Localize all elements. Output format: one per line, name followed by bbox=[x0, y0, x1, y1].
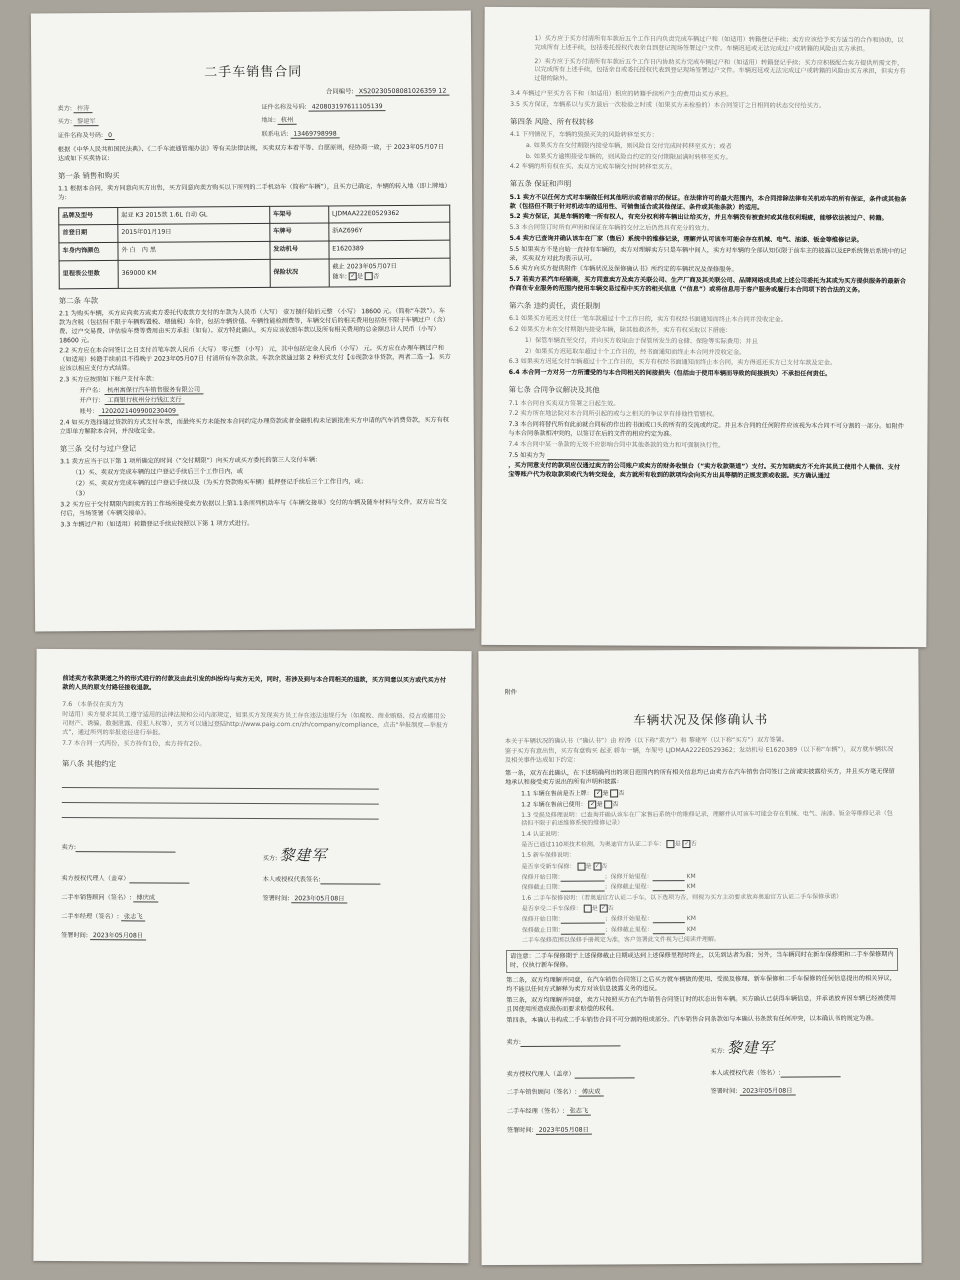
manager-name: 张志飞 bbox=[121, 913, 146, 921]
buyer-signature: 黎建军 bbox=[726, 1038, 775, 1058]
sales-advisor-name: 傅庆成 bbox=[133, 895, 158, 903]
bank-line: 开户行： 工商银行杭州分行钱江支行 bbox=[80, 395, 452, 406]
section-6-heading: 第六条 违约责任，责任限制 bbox=[509, 300, 601, 311]
contract-number: 合同编号: XS20230508081026359 12 bbox=[57, 87, 449, 99]
section-4-heading: 第四条 风险、所有权转移 bbox=[510, 116, 594, 126]
buyer-address: 杭州 bbox=[278, 117, 296, 125]
checkbox-checked bbox=[593, 862, 601, 870]
party-row-3: 证件名称及号码: 0 联系电话: 13469798998 bbox=[58, 130, 450, 142]
section-2-heading: 第二条 车款 bbox=[58, 295, 99, 305]
first-registration-date: 2015年01月19日 bbox=[118, 224, 270, 243]
checkbox-checked bbox=[600, 905, 608, 913]
warranty-note: 请注意：二手车保修期于上述保修截止日期或达到上述保修里程时终止，以先到达者为准；另外，当车辆同时在新车保修期和二手车保修期内时，仅执行新车保修。 bbox=[506, 948, 898, 974]
contract-page-3: 前述卖方收款渠道之外的形式进行的付款及由此引发的纠纷均与卖方无关，同时，若涉及到与本合同相关的退款，买方同意以买方或代买方付款的人员的原支付路径接收退款。 7.6 （本条仅在卖方为 时适用）卖方要求其员工遵守适用的法律法规和公司内部规定，如果买方发现卖方员工存在违法违规行为（如腐败、商业贿赂、侵占或挪用公司财产、诱骗、数据泄露、侵犯人权等），买方可以通过登陆http://www.paig.com.cn/zh/company/compliance，点击“举报制度—举报方式”，通过所列的举报途径进行举报。 7.7 本合同一式两份，买方持有1份，卖方持有2份。 第八条 其他约定 卖方: 买方: 黎建军 卖方授权代理人（盖章） 本人或授权代表签名: 二手车销售顾问（签名）: 傅庆成 签署时间: 2023年05月08日 二手车经理（签名）: 张志飞 签署时间: 2023年05月08日 bbox=[33, 649, 471, 1263]
signature-block: 卖方: 买方: 黎建军 卖方授权代理人（盖章） 本人或授权代表签名: 二手车销售顾问（签名）: 傅庆成 签署时间: 2023年05月08日 二手车经理（签名）: 张志飞 签署时间: 2023年05月08日 bbox=[61, 844, 448, 943]
buyer-phone: 13469798998 bbox=[290, 131, 339, 139]
party-row-1: 卖方: 梓涛 证件名称及号码: 420803197611105139 bbox=[57, 102, 449, 114]
vehicle-colors: 外 白 内 黑 bbox=[118, 242, 270, 261]
manager-name: 张志飞 bbox=[567, 1108, 592, 1116]
contract-page-1: 二手车销售合同 合同编号: XS20230508081026359 12 卖方: 梓涛 证件名称及号码: 420803197611105139 买方: 黎建军 地址: 杭州 证件名称及号码: 0 联系电话: 13469798998 根据《中华人民共和国民法典》、《二手车流通管理办法》等有关法律法规，买卖双方本着平等、自愿原则，经协商一致，于 2023年05月07日 达成如下买卖协议: 第一条 销售和购买 1.1 根据本合同，卖方同意向买方出售，买方同意向卖方购买以下所列的二手机动车（简称“车辆”），且买方已确定，车辆的转入地（即上牌地）为： 品牌及型号 起亚 K3 2015款 1.6L 自动 GL 车架号 LJDMAA222E0529362 首登日期 2015年01月19日 车牌号 浙AZ696Y 车身内饰颜色 外 白 内 黑 发动机号 E1620389 里程表公里数 369000 KM 保险状况 截止 2023年05月07日 随车: ✓是 否 第二条 车款 2.1 为购买车辆，买方应向卖方或卖方委托代收款方支付的车款为人民币（大写） 壹万捌仟陆佰元整 （小写） 18600 元。（简称“车款”）。车款为含税（包括但不限于车辆购置税、增值税）车价，包括车辆价值、车辆性能检测费等，车辆交付后的相关费用包括但不限于车辆过户（含）费、过户交易费、评估验车费等费用由买方承担（如有）。双方特此确认，买方应该依照车款以及所有相关费用的总金额总计人民币（小写） 18600 元。 2.2 买方应在本合同签订之日支付首笔车款人民币（大写） 零元整 （小写） 元，其中包括定金人民币（小写） 元。买方应在办理车辆过户和（如适用）转籍手续前且不得晚于 2023年05月07日 付清所有车款余款。车款余款通过第 2 种形式支付【①现款②非贷款，两者二选一】。买方应该以相应支付方式结算。 2.3 买方应按照如下账户支付车款： 开户名： 杭州寓保行汽车销售服务有限公司 开户行： 工商银行杭州分行钱江支行 账号： 1202021409900230409 2.4 如买方选择通过贷款的方式支付车款，而最终买方未能按本合同约定办理贷款或者金融机构未足额批准买方申请的汽车消费贷款，买方有权立即单方解除本合同，并没收定金。 第三条 交付与过户登记 3.1 卖方应当于以下第 1 项所确定的时间（“交付期限”）向买方或买方委托的第三人交付车辆： （1）买、卖双方完成车辆的过户登记手续后三个工作日内，或 （2）买、卖双方完成车辆的过户登记手续以及（为买方贷款购买车辆）抵押登记手续后三个工作日内，或； （3） 3.2 买方应于交付期限内到卖方的工作场所接受卖方依据以上第1.1条所列机动车与《车辆交接单》交付的车辆及随车材料与文件，双方应当交付后，当场签署《车辆交接单》。 3.3 车辆过户和（如适用）转籍登记手续应按照以下第 1 项方式进行。 bbox=[31, 10, 475, 631]
contract-intro: 根据《中华人民共和国民法典》、《二手车流通管理办法》等有关法律法规，买卖双方本着平等、自愿原则，经协商一致，于 2023年05月07日 达成如下买卖协议: bbox=[57, 143, 444, 163]
sales-advisor-name: 傅庆成 bbox=[579, 1089, 604, 1097]
insurance-status: 截止 2023年05月07日 随车: ✓是 否 bbox=[329, 258, 450, 286]
buyer-signature: 黎建军 bbox=[279, 846, 328, 865]
signature-block: 卖方: 买方: 黎建军 卖方授权代理人（盖章） 本人或授权代表（签名）: 二手车销售顾问（签名）: 傅庆成 签署时间: 2023年05月08日 二手车经理（签名）: 张志飞 签署时间: 2023年05月08日 bbox=[506, 1037, 898, 1136]
section-1-heading: 第一条 销售和购买 bbox=[57, 170, 120, 180]
seller-sign-date: 2023年05月08日 bbox=[536, 1127, 592, 1135]
buyer-sign-date: 2023年05月08日 bbox=[291, 895, 347, 903]
vehicle-condition-confirmation: 附件 车辆状况及保修确认书 本关于车辆状况的确认书（“确认书”）由 梓涛（以下称“卖方”）和 黎建军（以下称“买方”）双方签署。 鉴于买方有意出售，买方有意购买 起亚 轿车一辆，车架号 LJDMAA222E0529362；发动机号 E1620389（以下称“车辆”），双方就车辆状况及相关事件达成如下约定： 第一条，双方在此确认，在下述明确列出的项目范围内的所有相关信息均已由卖方在汽车销售合同签订之前诚实披露给买方，并且买方毫无保留地承认和接受卖方说出的所有声明和披露： 1.1 车辆在售前是否上牌： ✓ 是 否 1.2 车辆在售前已使用： ✓ 是 否 1.3 受损及修理说明：已查询并确认该车在厂家售后系统中的维修记录，理解并认可该车可能会存在机械、电气、油漆、钣金等维修记录（包括但不限于前述维修系统的维修记录） 1.4 认证说明： 是否已通过110项技术检测，为奥迪官方认证二手车： 是 ✓ 否 1.5 新车保修说明： 是否享受新车保修： 是 ✓ 否 保修开始日期： ；保修开始里程： KM 保修截止日期： ；保修截止里程： KM 1.6 二手车保修说明：（若奥迪官方认证二手车，以下选项为否，则视为买方主动要求放弃奥迪官方认证二手车保修承诺） 是否享受二手车保修： 是 ✓ 否 保修开始日期： ；保修开始里程： KM 保修截止日期： ；保修截止里程： KM 二手车保修范围以保修手册规定为准，客户签署此文件视为已阅读并理解。 请注意：二手车保修期于上述保修截止日期或达到上述保修里程时终止，以先到达者为准；另外，当车辆同时在新车保修期和二手车保修期内时，仅执行新车保修。 第二条，双方均理解并同意，在汽车销售合同签订之后买方就车辆做的使用、受损及修理、新车保修和二手车保修的任何信息提出的相关异议，均不能以任何方式解释为卖方对该信息披露义务的违反。 第三条，双方均理解并同意，卖方只按照买方在汽车销售合同签订时的状态出售车辆。买方确认已获得车辆信息，并承诺放弃因车辆已经被使用且因使用所造成损伤而要求赔偿的权利。 第四条，本确认书构成二手车销售合同不可分割的组成部分。汽车销售合同条款如与本确认书条款有任何冲突，以本确认书的规定为准。 卖方: 买方: 黎建军 卖方授权代理人（盖章） 本人或授权代表（签名）: 二手车销售顾问（签名）: 傅庆成 签署时间: 2023年05月08日 二手车经理（签名）: 张志飞 签署时间: 2023年05月08日 bbox=[478, 649, 921, 1265]
vehicle-info-table: 品牌及型号 起亚 K3 2015款 1.6L 自动 GL 车架号 LJDMAA222E0529362 首登日期 2015年01月19日 车牌号 浙AZ696Y 车身内饰颜色 外 白 内 黑 发动机号 E1620389 里程表公里数 369000 KM 保险状况 截止 2023年05月07日 随车: ✓是 否 bbox=[58, 204, 451, 289]
odometer-mileage: 369000 KM bbox=[118, 259, 270, 288]
party-row-2: 买方: 黎建军 地址: 杭州 bbox=[58, 116, 450, 128]
buyer-sign-date: 2023年05月08日 bbox=[739, 1088, 795, 1096]
engine-number: E1620389 bbox=[329, 240, 450, 259]
seller-id: 420803197611105139 bbox=[309, 103, 386, 112]
annex-label: 附件 bbox=[504, 688, 518, 697]
buyer-name: 黎建军 bbox=[74, 118, 99, 126]
vehicle-model: 起亚 K3 2015款 1.6L 自动 GL bbox=[118, 206, 270, 225]
seller-sign-date: 2023年05月08日 bbox=[90, 932, 146, 940]
section-5-heading: 第五条 保证和声明 bbox=[509, 179, 572, 189]
section-3-heading: 第三条 交付与过户登记 bbox=[59, 443, 137, 453]
account-no-line: 账号： 1202021409900230409 bbox=[80, 406, 452, 417]
checkbox-unchecked bbox=[584, 905, 592, 913]
plate-number: 浙AZ696Y bbox=[329, 223, 450, 242]
contract-title: 二手车销售合同 bbox=[204, 64, 303, 81]
seller-name: 梓涛 bbox=[74, 105, 92, 113]
checkbox-unchecked bbox=[577, 862, 585, 870]
confirmation-title: 车辆状况及保修确认书 bbox=[633, 711, 769, 728]
account-name-line: 开户名： 杭州寓保行汽车销售服务有限公司 bbox=[79, 384, 451, 395]
contract-page-2: 1）买方应于买方付清所有车款后五个工作日内负责完成车辆过户和（如适用）转籍登记手续；卖方应该给予买方适当的合作和协助，以完成所有上述手续，包括委托授权代表亲自到登记现场签署过户文件。车辆迟延或无法完成过户或转籍的风险由买方承担。 2）卖方应于买方付清所有车款后五个工作日内协助买方完成车辆过户和（如适用）转籍登记手续；买方应积极配合卖方提供所需文件，以完成所有上述手续，包括亲自或委托授权代表到登记现场签署过户文件。车辆迟延或无法完成过户或转籍的风险由买方承担，但卖方有过错的除外。 3.4 车辆过户至买方名下和（如适用）相应的转籍手续所产生的费用由买方承担。 3.5 买方保证，车辆系以与买方最后一次检验之时或（如果买方未检验的）本合同签订之日相同的状态交付给买方。 第四条 风险、所有权转移 4.1 下列情况下，车辆的毁损灭失的风险转移至买方： a. 如果买方在交付期限内接受车辆，则风险自交付完成时转移至买方；或者 b. 如果买方逾期接受车辆的，则风险自约定的交付期限届满时转移至买方。 4.2 车辆的所有权在买、卖双方完成车辆交付时转移至买方。 第五条 保证和声明 5.1 卖方不以任何方式对车辆做任何其他明示或者暗示的保证。在法律许可的最大范围内，本合同排除法律有关机动车的所有保证，条件或其他条款（包括但不限于针对机动车的适用性、可销售适合或其他保证、条件或其他条款）的适用。 5.2 卖方保证，其是车辆的唯一所有权人，有充分权利将车辆出让给买方，并且车辆没有被查封或其他权利瑕疵，能够依法被过户、转籍。 5.3 本合同签订时所有声明和保证在车辆的交付之后仍然具有充分的效力。 5.4 卖方已查询并确认该车在厂家（售后）系统中的维修记录，理解并认可该车可能会存在机械、电气、油漆、钣金等维修记录。 5.5 如果卖方不是自始一直持有车辆的，卖方对理解卖方只是车辆中间人，卖方对车辆的全部认知仅限于前车主的披露以及EP系统售后系统中的记录，买卖双方对此均表示认可。 5.6 卖方向买方提供附件《车辆状况及保修确认书》所约定的车辆状况及保修服务。 5.7 若卖方系汽车经销商，买方同意卖方及卖方关联公司、生产厂商及其关联公司、品牌网络成员或上述公司委托为其或为买方提供服务的最新合作商在专业服务的范围内使用车辆交易过程中买方的相关信息（“信息”）或将信息用于客户服务或履行本合同项下的合法的义务。 第六条 违约责任，责任限制 6.1 如果买方延迟支付任一笔车款超过十个工作日的，卖方有权经书面通知而终止本合同并没收定金。 6.2 如果买方未在交付期限内接受车辆，除其他救济外，卖方有权采取以下措施： 1）保管车辆直至交付，并向买方收取由于保管所发生的仓储、保险等实际费用；并且 2）如果买方迟延取车超过十个工作日的，经书面通知而终止本合同并没收定金。 6.3 如果卖方迟延交付车辆超过十个工作日的，买方有权经书面通知而终止本合同，卖方得返还买方已支付车款及定金。 6.4 本合同一方对另一方所遭受的与本合同相关的间接损失（包括由于使用车辆而导致的间接损失）不承担任何责任。 第七条 合同争议解决及其他 7.1 本合同自买卖双方签署之日起生效。 7.2 卖方所在地法院对本合同所引起的或与之相关的争议享有排他性管辖权。 7.3 本合同将替代所有此前就合同标的作出的书面或口头的所有的交流或约定。并且本合同的任何附件应该视为本合同不可分割的一部分。如附件与本合同条款相冲突的，以签订在后的文件的相应约定为准。 7.4 本合同中某一条款的无效不应影响合同中其他条款的效力和可强制执行性。 7.5 如卖方为 ，买方同意支付的款项应仅通过卖方的公司账户或卖方的财务收银台（“卖方收款渠道”）支付。买方知晓卖方不允许其员工使用个人微信、支付宝等账户代为收取款项或代为转交现金，卖方就所有收到的款项均会向买方出具等额的正规发票或收据。买方确认通过 bbox=[481, 7, 929, 647]
section-8-heading: 第八条 其他约定 bbox=[61, 758, 117, 768]
vehicle-vin: LJDMAA222E0529362 bbox=[328, 205, 449, 224]
section-7-heading: 第七条 合同争议解决及其他 bbox=[508, 385, 600, 395]
